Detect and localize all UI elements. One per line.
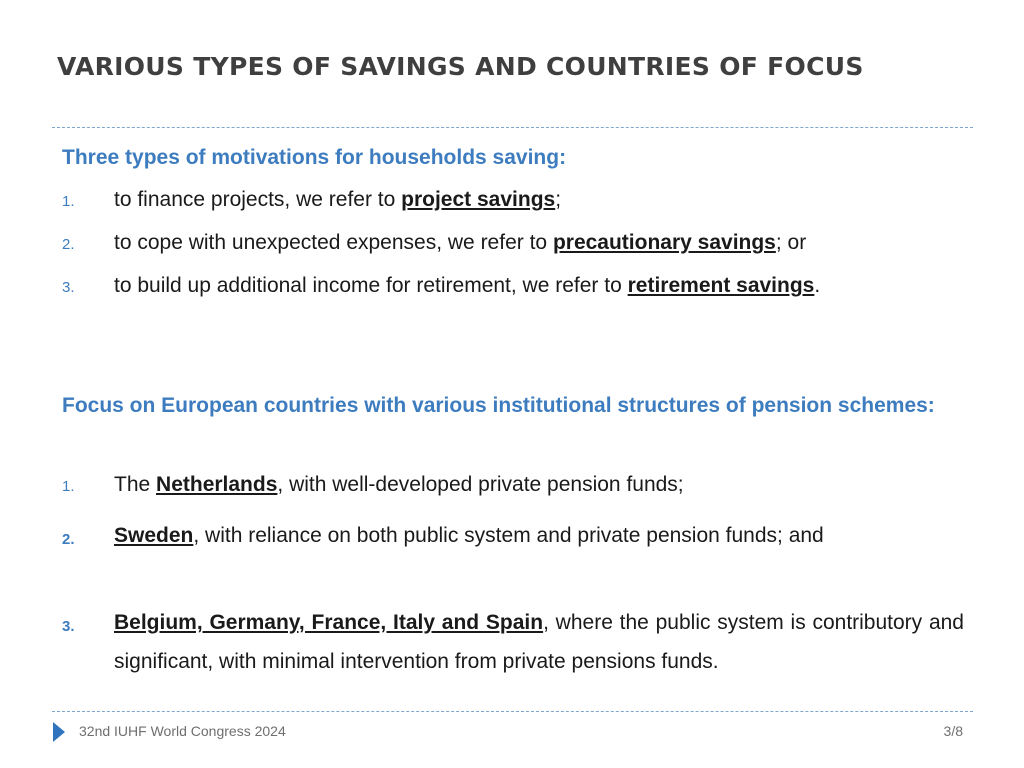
item-text-suffix: ;	[555, 188, 562, 211]
list-number: 3.	[62, 618, 75, 635]
item-text-suffix: , with well-developed private pension funds;	[277, 473, 684, 496]
motivations-heading: Three types of motivations for households saving:	[62, 146, 567, 169]
item-emphasis: retirement savings	[627, 274, 815, 297]
page-number: 3/8	[943, 723, 963, 739]
item-emphasis: Sweden	[114, 524, 194, 547]
item-text: The	[114, 473, 157, 496]
list-number: 1.	[62, 478, 75, 495]
motivation-item	[62, 269, 964, 303]
item-text: to build up additional income for retirement, we refer to	[114, 274, 628, 297]
country-item	[62, 603, 964, 681]
list-number: 3.	[62, 279, 75, 296]
country-item	[62, 468, 964, 502]
motivation-item	[62, 183, 964, 217]
item-text: to finance projects, we refer to	[114, 188, 402, 211]
motivation-item	[62, 226, 964, 260]
list-number: 1.	[62, 193, 75, 210]
item-text-suffix: ; or	[775, 231, 807, 254]
slide-title: VARIOUS TYPES OF SAVINGS AND COUNTRIES OF FOCUS	[57, 52, 864, 81]
list-number: 2.	[62, 236, 75, 253]
item-emphasis: precautionary savings	[552, 231, 776, 254]
list-number: 2.	[62, 531, 75, 548]
countries-heading: Focus on European countries with various institutional structures of pension schemes:	[62, 394, 935, 417]
item-text: to cope with unexpected expenses, we refer to	[114, 231, 553, 254]
item-emphasis: Netherlands	[156, 473, 278, 496]
play-arrow-icon	[53, 722, 65, 742]
item-text-suffix: , with reliance on both public system and private pension funds; and	[193, 524, 824, 547]
item-emphasis: project savings	[401, 188, 556, 211]
title-divider	[52, 127, 973, 128]
footer-event: 32nd IUHF World Congress 2024	[79, 723, 286, 739]
country-item	[62, 516, 964, 555]
item-emphasis: Belgium, Germany, France, Italy and Spain	[114, 611, 544, 634]
item-text-suffix: .	[814, 274, 821, 297]
item-text-suffix: , where the public system is contributory and significant, with minimal intervention from private pensions funds.	[114, 611, 964, 673]
footer-divider	[52, 711, 973, 712]
